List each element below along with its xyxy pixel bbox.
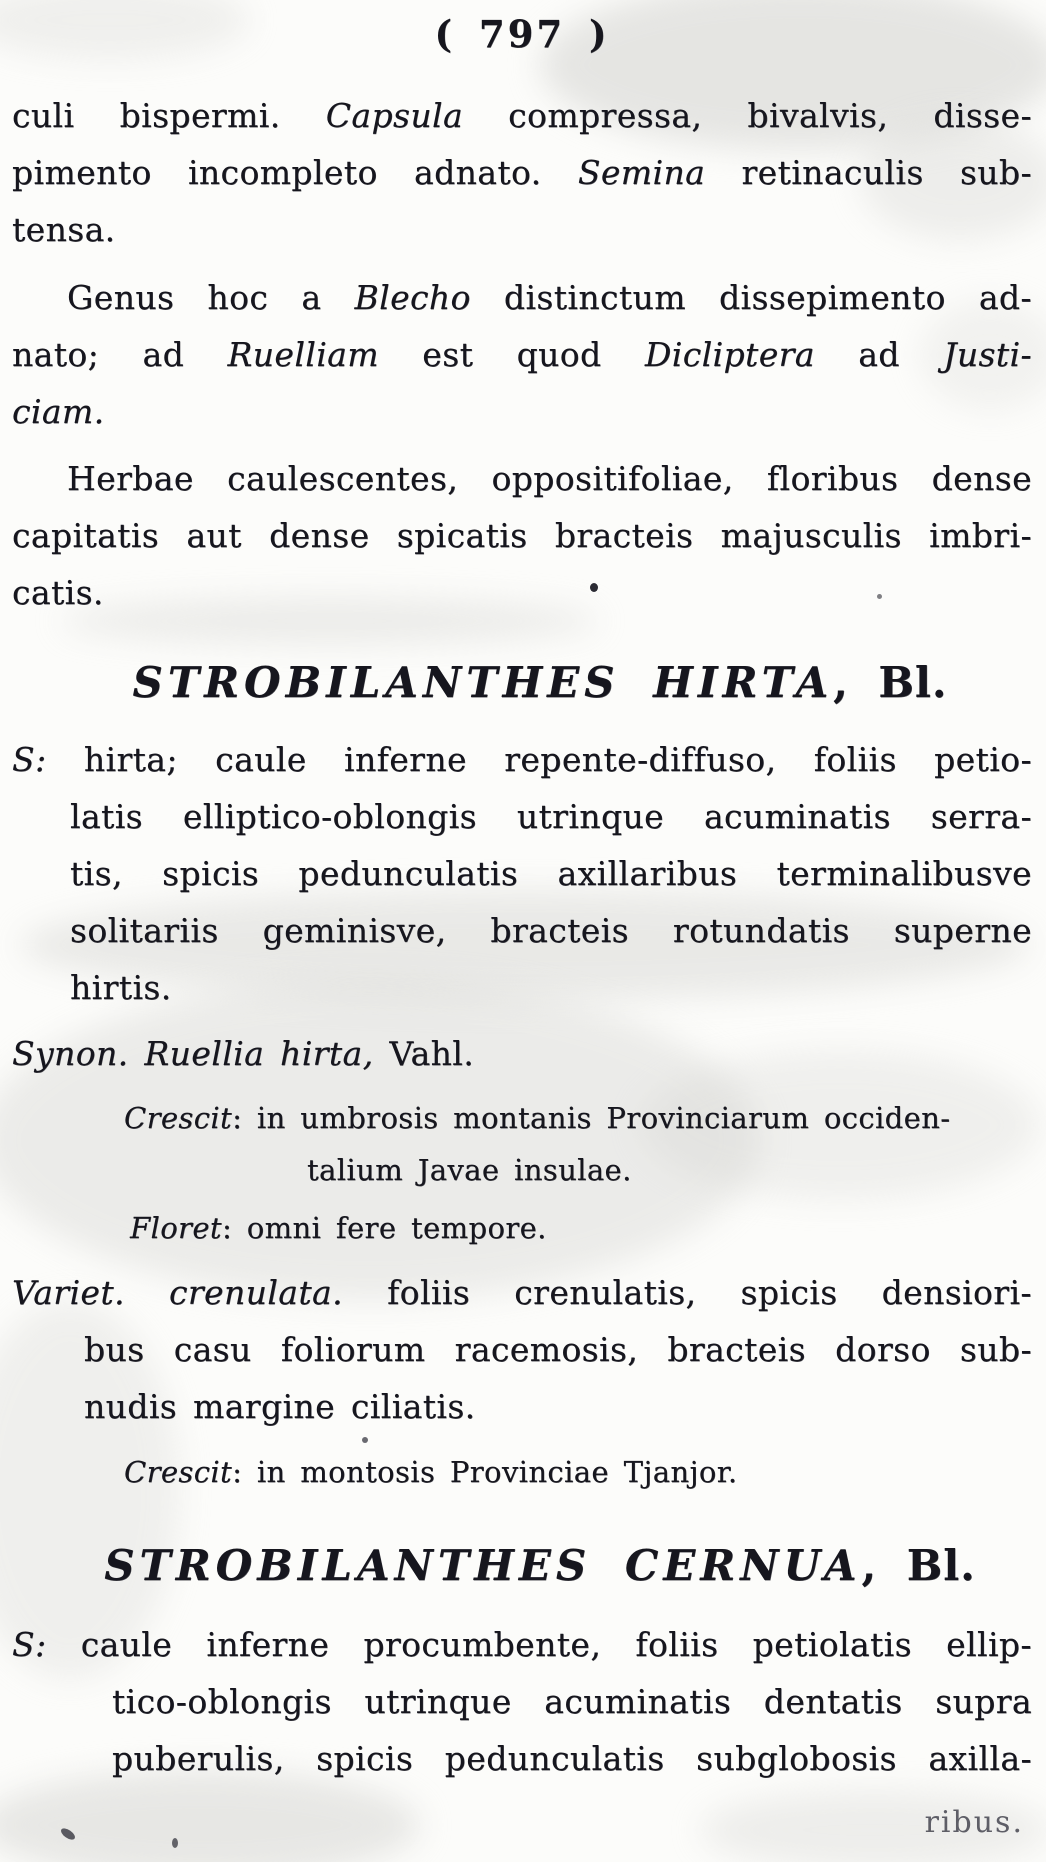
text-line (12, 383, 1032, 440)
text-run: retinaculis sub- (705, 153, 1033, 192)
text-run-italic: Semina (577, 153, 706, 192)
ink-speck (590, 583, 598, 592)
text-line (12, 201, 1032, 258)
text-line (12, 1264, 1032, 1321)
text-run-italic: Variet. crenulata. (12, 1273, 343, 1312)
text-run: distinctum dissepimento ad- (470, 278, 1032, 317)
text-line (84, 1378, 1032, 1435)
text-run: catis. (12, 573, 104, 612)
text-line (12, 564, 1032, 621)
text-run-italic: Capsula (325, 96, 464, 135)
paragraph-variety (12, 1264, 1032, 1435)
text-run: talium Javae insulae. (307, 1153, 632, 1187)
text-run: tico-oblongis utrinque acuminatis dentatis supra (112, 1682, 1032, 1721)
catchword: ribus. (924, 1805, 1024, 1840)
text-line (124, 1446, 1032, 1498)
paragraph-intro (12, 87, 1032, 258)
text-run: solitariis geminisve, bracteis rotundatis superne (70, 911, 1032, 950)
species-heading-cernua (12, 1534, 1032, 1598)
text-run: : omni fere tempore. (221, 1211, 547, 1245)
text-run-italic: Floret (130, 1211, 222, 1245)
text-run: caule inferne procumbente, foliis petiolatis ellip- (46, 1625, 1032, 1664)
text-line (124, 1092, 1032, 1144)
species-name: STROBILANTHES HIRTA (132, 658, 834, 707)
text-line (12, 1616, 1032, 1673)
text-line (70, 959, 1032, 1016)
text-line (12, 731, 1032, 788)
text-run: capitatis aut dense spicatis bracteis majusculis imbri- (12, 516, 1032, 555)
text-line (70, 845, 1032, 902)
author-abbreviation: , Bl. (833, 658, 948, 707)
text-run-italic: S: (12, 740, 47, 779)
text-run-italic: Ruelliam (227, 335, 379, 374)
text-line (112, 1673, 1032, 1730)
text-run-italic: Crescit (124, 1455, 233, 1489)
text-run: culi bispermi. (12, 96, 326, 135)
text-line (12, 507, 1032, 564)
text-run: Herbae caulescentes, oppositifoliae, floribus dense (67, 459, 1032, 498)
text-line (12, 326, 1032, 383)
text-run: latis elliptico-oblongis utrinque acuminatis serra- (70, 797, 1032, 836)
text-run: puberulis, spicis pedunculatis subglobosis axilla- (112, 1739, 1032, 1778)
text-run: nato; ad (12, 335, 228, 374)
habitat-note-variety (12, 1446, 1032, 1498)
text-run: tensa. (12, 210, 116, 249)
page-content (0, 8, 1046, 1845)
text-line (12, 269, 1032, 326)
text-run: ad (814, 335, 944, 374)
text-line (12, 1025, 1032, 1082)
paragraph-genus-note (12, 269, 1032, 440)
text-line (112, 1730, 1032, 1787)
author-abbreviation: , Bl. (861, 1541, 976, 1590)
text-run: compressa, bivalvis, disse- (463, 96, 1032, 135)
text-run: nudis margine ciliatis. (84, 1387, 476, 1426)
species-heading-hirta (12, 651, 1032, 715)
text-line (12, 144, 1032, 201)
synonym-line (12, 1025, 1032, 1082)
text-run: foliis crenulatis, spicis densiori- (342, 1273, 1032, 1312)
text-line (84, 1321, 1032, 1378)
paragraph-diagnosis-cernua (12, 1616, 1032, 1787)
text-run: hirta; caule inferne repente-diffuso, foliis petio- (46, 740, 1032, 779)
text-line (70, 902, 1032, 959)
page-number: ( 797 ) (434, 12, 610, 56)
habitat-note-hirta (12, 1092, 1032, 1196)
species-name: STROBILANTHES CERNUA (104, 1541, 862, 1590)
text-line (307, 1144, 1032, 1196)
text-run-italic: Justi- (943, 335, 1032, 374)
text-run: Vahl. (373, 1034, 475, 1073)
text-run: : in umbrosis montanis Provinciarum occiden- (232, 1101, 951, 1135)
text-run: pimento incompleto adnato. (12, 153, 578, 192)
text-run-italic: Crescit (124, 1101, 233, 1135)
text-run-italic: ciam. (12, 392, 105, 431)
text-line (70, 788, 1032, 845)
text-run-italic: Blecho (354, 278, 471, 317)
text-run: hirtis. (70, 968, 172, 1007)
ink-speck (362, 1437, 368, 1443)
text-line (12, 87, 1032, 144)
text-line (130, 1202, 1032, 1254)
text-run: Genus hoc a (67, 278, 355, 317)
text-run: tis, spicis pedunculatis axillaribus terminalibusve (70, 854, 1032, 893)
paragraph-diagnosis-hirta (12, 731, 1032, 1016)
text-run-italic: Dicliptera (644, 335, 815, 374)
ink-speck (877, 594, 882, 599)
ink-speck (172, 1838, 178, 1848)
text-run: bus casu foliorum racemosis, bracteis dorso sub- (84, 1330, 1032, 1369)
text-run: est quod (378, 335, 645, 374)
text-run-italic: S: (12, 1625, 47, 1664)
text-run-italic: Synon. Ruellia hirta, (12, 1034, 374, 1073)
text-run: : in montosis Provinciae Tjanjor. (232, 1455, 738, 1489)
text-line (12, 450, 1032, 507)
flowering-note (12, 1202, 1032, 1254)
